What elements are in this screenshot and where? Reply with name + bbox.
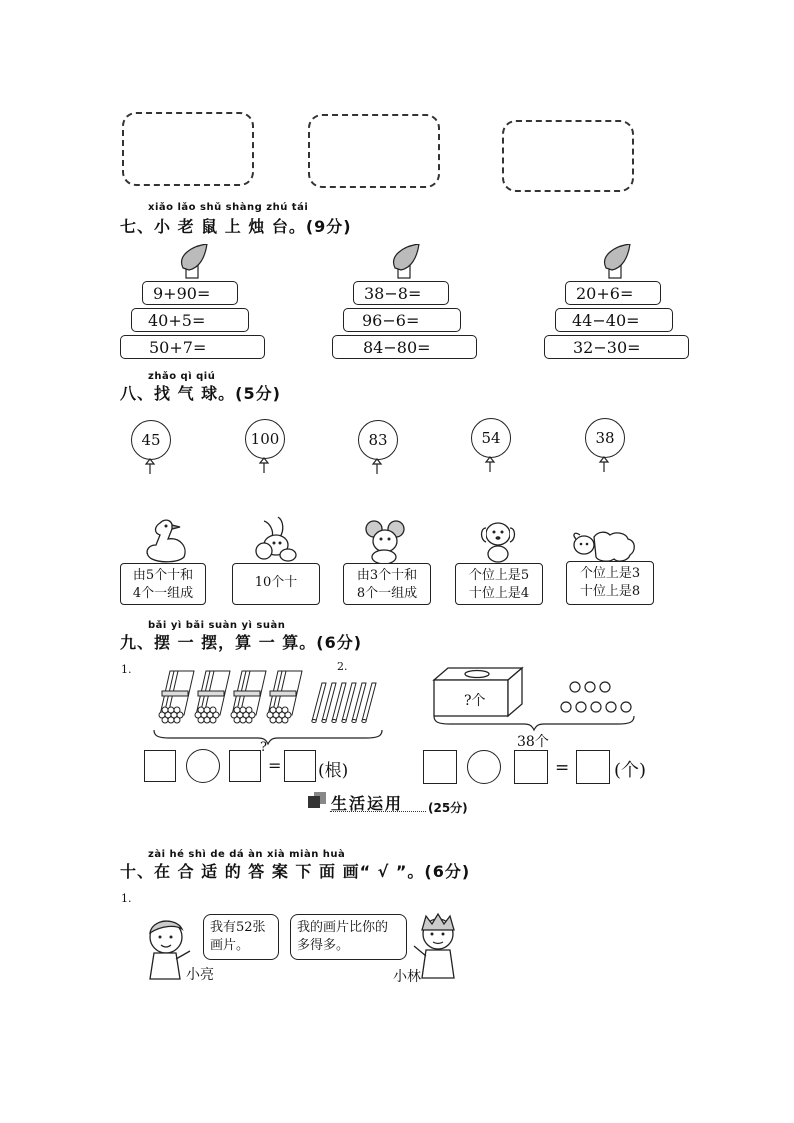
duck-icon <box>140 515 190 565</box>
candle1-tier-bottom: 50+7= <box>120 335 265 359</box>
candle3-tier-bottom: 32−30= <box>544 335 689 359</box>
banner-underline <box>330 811 426 812</box>
balloon: 38 <box>585 418 625 458</box>
label-line: 个位上是3 <box>579 566 641 581</box>
operator-circle[interactable] <box>186 749 220 783</box>
answer-square[interactable] <box>423 750 457 784</box>
balloon: 54 <box>471 418 511 458</box>
label-line: 十位上是4 <box>468 586 530 601</box>
banner-title: 生活运用 <box>331 794 404 813</box>
brace-right <box>430 714 640 732</box>
bubble-text: 我的画片比你的多得多。 <box>297 920 389 953</box>
mouse-icon <box>362 519 410 565</box>
label-line: 由3个十和 <box>356 568 418 583</box>
answer-square[interactable] <box>576 750 610 784</box>
dog-icon <box>476 518 522 564</box>
label-line: 4个一组成 <box>132 586 194 601</box>
speech-bubble-right <box>290 914 407 960</box>
section7-title: 七、小 老 鼠 上 烛 台。(9分) <box>120 217 352 236</box>
balloon: 100 <box>245 419 285 459</box>
total-label: 38个 <box>517 734 549 750</box>
answer-square[interactable] <box>514 750 548 784</box>
answer-square[interactable] <box>284 750 316 782</box>
animal-label <box>566 561 654 605</box>
item-label: 1. <box>121 663 132 676</box>
balloon-strings <box>0 0 794 480</box>
section9-pinyin: bǎi yì bǎi suàn yì suàn <box>148 620 286 631</box>
candle1-tier-mid: 40+5= <box>131 308 249 332</box>
unit-label: (个) <box>614 760 647 781</box>
name-left: 小亮 <box>186 967 214 983</box>
stick-bundles-icon <box>150 665 385 727</box>
animal-label <box>232 563 320 605</box>
candle3-tier-mid: 44−40= <box>555 308 673 332</box>
label-line: 8个一组成 <box>356 586 418 601</box>
balloon: 45 <box>131 420 171 460</box>
box-label: ?个 <box>464 693 486 709</box>
answer-square[interactable] <box>229 750 261 782</box>
animal-label <box>455 563 543 605</box>
bubble-text: 我有52张画片。 <box>210 920 266 953</box>
candle1-tier-top: 9+90= <box>142 281 238 305</box>
answer-square[interactable] <box>144 750 176 782</box>
item-label: 2. <box>337 660 348 673</box>
question-mark: ? <box>260 740 267 755</box>
section8-title: 八、找 气 球。(5分) <box>120 384 281 403</box>
section9-title: 九、摆 一 摆，算 一 算。(6分) <box>120 633 363 652</box>
name-right: 小林 <box>393 969 421 985</box>
operator-circle[interactable] <box>467 750 501 784</box>
label-line: 由5个十和 <box>132 568 194 583</box>
candle3-tier-top: 20+6= <box>565 281 661 305</box>
label-line: 个位上是5 <box>468 568 530 583</box>
banner-score: (25分) <box>428 801 468 815</box>
candle2-tier-bottom: 84−80= <box>332 335 477 359</box>
equals-sign: = <box>555 758 570 778</box>
section8-pinyin: zhǎo qì qiú <box>148 371 216 382</box>
balloon: 83 <box>358 420 398 460</box>
dots-icon <box>556 678 636 718</box>
equals-sign: = <box>268 756 282 775</box>
rabbit-icon <box>250 515 302 565</box>
item-label: 1. <box>121 892 132 905</box>
section10-title: 十、在 合 适 的 答 案 下 面 画“ √ ”。(6分) <box>120 862 471 881</box>
banner-icon <box>306 790 330 810</box>
sheep-icon <box>570 529 640 565</box>
unit-label: (根) <box>318 761 349 781</box>
animal-label <box>343 563 431 605</box>
speech-bubble-left <box>203 914 279 960</box>
candle2-tier-mid: 96−6= <box>343 308 461 332</box>
candle2-tier-top: 38−8= <box>353 281 449 305</box>
brace-left <box>150 728 390 746</box>
label-line: 10个十 <box>254 575 298 590</box>
label-line: 十位上是8 <box>579 584 641 599</box>
section7-pinyin: xiǎo lǎo shǔ shàng zhú tái <box>148 202 309 213</box>
section10-pinyin: zài hé shì de dá àn xià miàn huà <box>148 849 346 860</box>
animal-label <box>120 563 206 605</box>
